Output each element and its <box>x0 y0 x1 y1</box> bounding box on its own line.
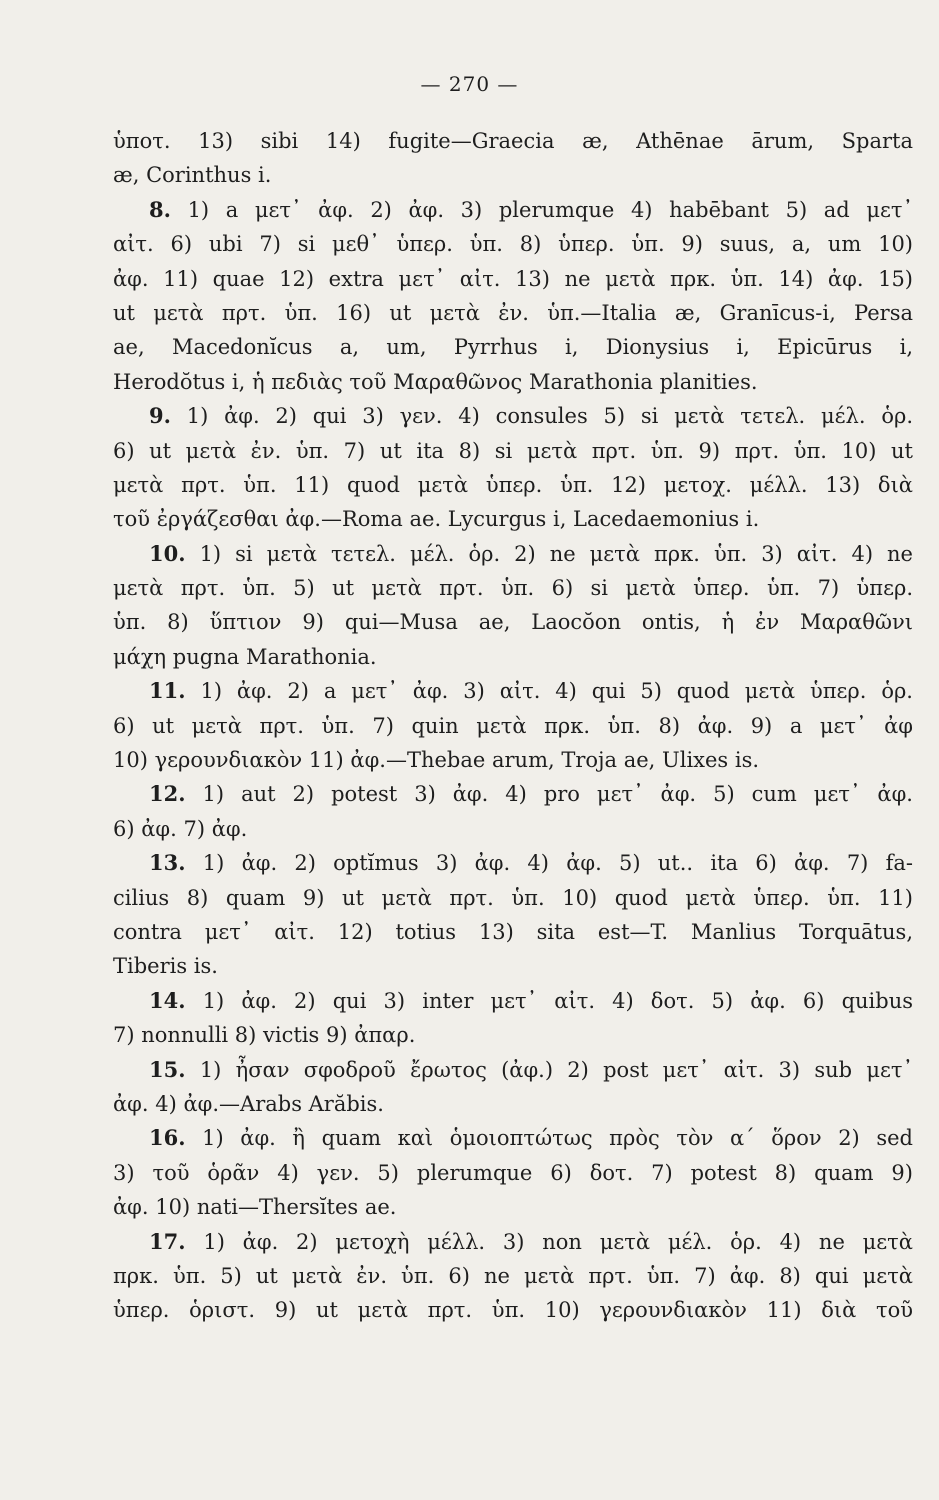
text-line <box>113 777 913 811</box>
line-text: 1) ἦσαν σφοδροῦ ἔρωτος (ἀφ.) 2) post μετ᾽ αἰτ. 3) sub μετ᾽ <box>199 1057 913 1082</box>
line-text: αἰτ. 6) ubi 7) si μεθ᾽ ὑπερ. ὑπ. 8) ὑπερ. ὑπ. 9) suus, a, um 10) <box>113 232 913 257</box>
line-text: 3) τοῦ ὁρᾶν 4) γεν. 5) plerumque 6) δοτ. 7) potest 8) quam 9) <box>113 1160 913 1185</box>
text-line <box>113 846 913 880</box>
text-line <box>113 434 913 468</box>
line-text: 1) aut 2) potest 3) ἀφ. 4) pro μετ᾽ ἀφ. 5) cum μετ᾽ ἀφ. <box>202 782 913 807</box>
text-line <box>113 571 913 605</box>
exercise-number: 10. <box>149 540 186 566</box>
text-line <box>113 502 913 536</box>
line-text: contra μετ᾽ αἰτ. 12) totius 13) sita est—T. Manlius Torquātus, <box>113 919 913 944</box>
text-line <box>113 709 913 743</box>
text-line <box>113 984 913 1018</box>
line-text: Herodŏtus i, ἡ πεδιὰς τοῦ Μαραθῶνος Marathonia planities. <box>113 369 758 394</box>
exercise-number: 8. <box>149 196 171 222</box>
line-text: ὑπερ. ὁριστ. 9) ut μετὰ πρτ. ὑπ. 10) γερουνδιακὸν 11) διὰ τοῦ <box>113 1298 913 1323</box>
line-text: 10) γερουνδιακὸν 11) ἀφ.—Thebae arum, Troja ae, Ulixes is. <box>113 748 760 773</box>
text-line <box>113 227 913 261</box>
text-line <box>113 881 913 915</box>
text-line <box>113 949 913 983</box>
text-line <box>113 674 913 708</box>
text-line <box>113 605 913 639</box>
text-line <box>113 1190 913 1224</box>
text-body <box>113 124 913 1328</box>
text-line <box>113 158 913 192</box>
text-line <box>113 296 913 330</box>
line-text: Tiberis is. <box>113 954 218 979</box>
exercise-number: 15. <box>149 1056 186 1082</box>
line-text: μετὰ πρτ. ὑπ. 5) ut μετὰ πρτ. ὑπ. 6) si μετὰ ὑπερ. ὑπ. 7) ὑπερ. <box>113 576 913 601</box>
exercise-number: 11. <box>149 678 186 704</box>
text-line <box>113 330 913 364</box>
text-line <box>113 640 913 674</box>
line-text: μάχη pugna Marathonia. <box>113 644 377 669</box>
exercise-number: 14. <box>149 987 186 1013</box>
line-text: ut μετὰ πρτ. ὑπ. 16) ut μετὰ ἐν. ὑπ.—Italia æ, Granīcus-i, Persa <box>113 300 913 325</box>
line-text: 1) ἀφ. 2) μετοχὴ μέλλ. 3) non μετὰ μέλ. ὁρ. 4) ne μετὰ <box>203 1229 913 1254</box>
line-text: 1) ἀφ. 2) qui 3) inter μετ᾽ αἰτ. 4) δοτ. 5) ἀφ. 6) quibus <box>202 988 913 1013</box>
text-line <box>113 1156 913 1190</box>
line-text: 6) ut μετὰ ἐν. ὑπ. 7) ut ita 8) si μετὰ πρτ. ὑπ. 9) πρτ. ὑπ. 10) ut <box>113 438 913 463</box>
exercise-number: 12. <box>149 781 186 807</box>
text-line <box>113 365 913 399</box>
line-text: 1) ἀφ. ἢ quam καὶ ὁμοιοπτώτως πρὸς τὸν α΄ ὅρον 2) sed <box>202 1126 913 1151</box>
text-line <box>113 124 913 158</box>
text-line <box>113 1259 913 1293</box>
text-line <box>113 1087 913 1121</box>
line-text: ὑπ. 8) ὕπτιον 9) qui—Musa ae, Laocŏon ontis, ἡ ἐν Μαραθῶνι <box>113 610 913 635</box>
text-line <box>113 915 913 949</box>
line-text: 1) ἀφ. 2) qui 3) γεν. 4) consules 5) si μετὰ τετελ. μέλ. ὁρ. <box>186 404 913 429</box>
line-text: 1) a μετ᾽ ἀφ. 2) ἀφ. 3) plerumque 4) habēbant 5) ad μετ᾽ <box>187 197 913 222</box>
line-text: æ, Corinthus i. <box>113 163 272 188</box>
text-line <box>113 812 913 846</box>
line-text: μετὰ πρτ. ὑπ. 11) quod μετὰ ὑπερ. ὑπ. 12) μετοχ. μέλλ. 13) διὰ <box>113 472 913 497</box>
line-text: ae, Macedonĭcus a, um, Pyrrhus i, Dionysius i, Epicūrus i, <box>113 335 913 360</box>
exercise-number: 16. <box>149 1125 186 1151</box>
exercise-number: 17. <box>149 1228 186 1254</box>
text-line <box>113 1121 913 1155</box>
exercise-number: 9. <box>149 403 171 429</box>
line-text: 7) nonnulli 8) victis 9) ἀπαρ. <box>113 1023 416 1048</box>
text-line <box>113 468 913 502</box>
text-line <box>113 1018 913 1052</box>
line-text: 6) ut μετὰ πρτ. ὑπ. 7) quin μετὰ πρκ. ὑπ. 8) ἀφ. 9) a μετ᾽ ἀφ <box>113 713 913 738</box>
line-text: 6) ἀφ. 7) ἀφ. <box>113 816 248 841</box>
line-text: cilius 8) quam 9) ut μετὰ πρτ. ὑπ. 10) quod μετὰ ὑπερ. ὑπ. 11) <box>113 885 913 910</box>
line-text: 1) si μετὰ τετελ. μέλ. ὁρ. 2) ne μετὰ πρκ. ὑπ. 3) αἰτ. 4) ne <box>199 541 913 566</box>
page-number: — 270 — <box>420 72 519 96</box>
text-line <box>113 193 913 227</box>
line-text: ἀφ. 4) ἀφ.—Arabs Arăbis. <box>113 1091 384 1116</box>
line-text: τοῦ ἐργάζεσθαι ἀφ.—Roma ae. Lycurgus i, Lacedaemonius i. <box>113 507 760 532</box>
exercise-number: 13. <box>149 850 186 876</box>
line-text: ὑποτ. 13) sibi 14) fugite—Graecia æ, Athēnae ārum, Sparta <box>113 129 913 153</box>
line-text: ἀφ. 10) nati—Thersĭtes ae. <box>113 1195 397 1220</box>
line-text: πρκ. ὑπ. 5) ut μετὰ ἐν. ὑπ. 6) ne μετὰ πρτ. ὑπ. 7) ἀφ. 8) qui μετὰ <box>113 1263 913 1288</box>
line-text: 1) ἀφ. 2) optĭmus 3) ἀφ. 4) ἀφ. 5) ut.. ita 6) ἀφ. 7) fa- <box>202 851 913 876</box>
text-line <box>113 1293 913 1327</box>
line-text: 1) ἀφ. 2) a μετ᾽ ἀφ. 3) αἰτ. 4) qui 5) quod μετὰ ὑπερ. ὁρ. <box>200 679 913 704</box>
text-line <box>113 743 913 777</box>
text-line <box>113 537 913 571</box>
text-line <box>113 1053 913 1087</box>
text-line <box>113 262 913 296</box>
text-line <box>113 399 913 433</box>
text-line <box>113 1225 913 1259</box>
line-text: ἀφ. 11) quae 12) extra μετ᾽ αἰτ. 13) ne μετὰ πρκ. ὑπ. 14) ἀφ. 15) <box>113 266 913 291</box>
